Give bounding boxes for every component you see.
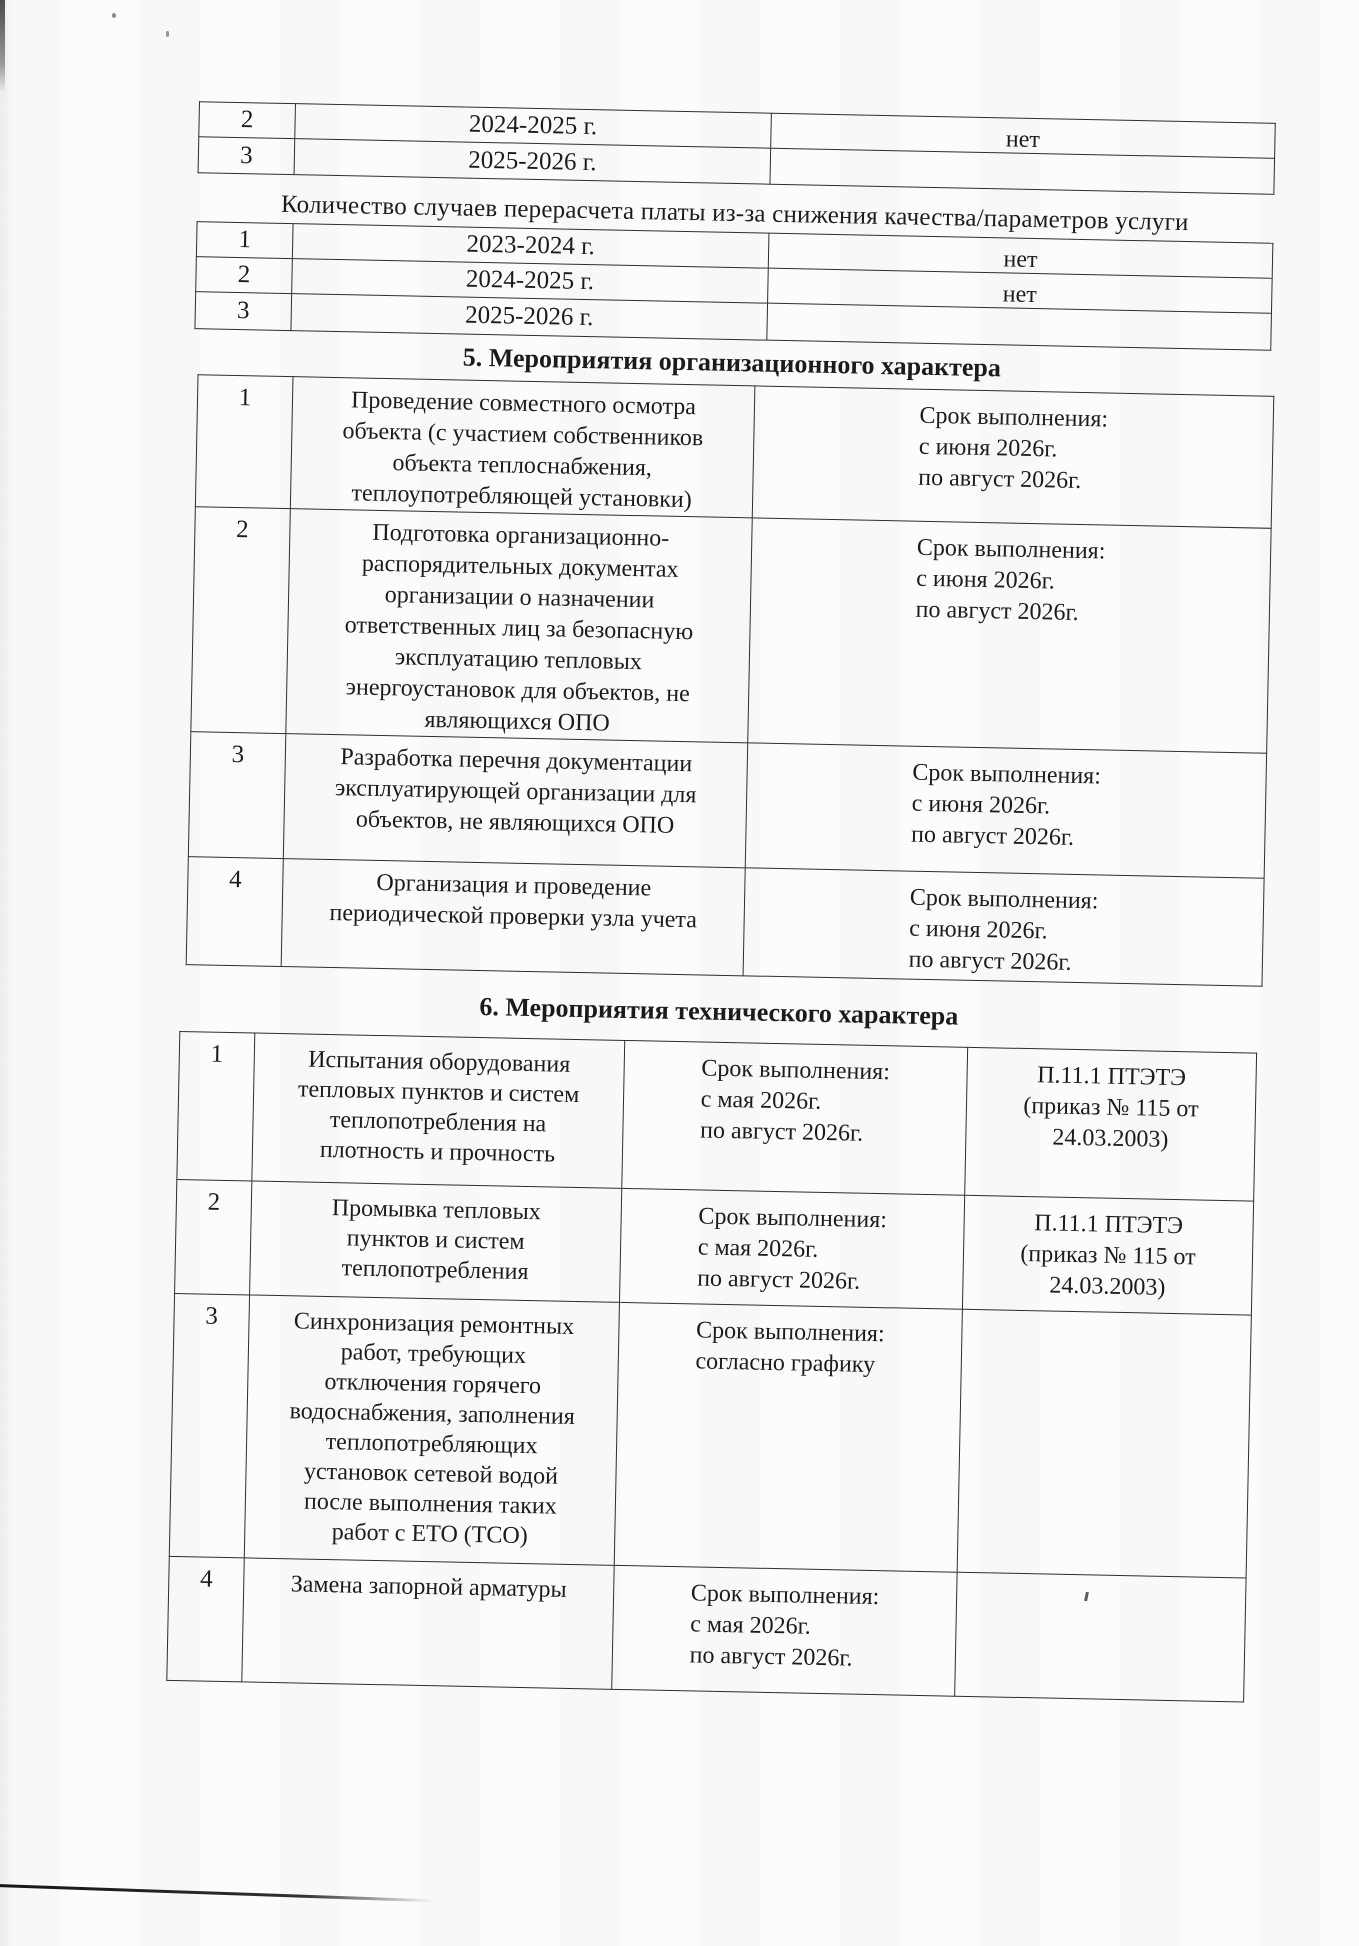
activity-cell: Промывка тепловых пунктов и систем теплопотребления	[250, 1181, 622, 1302]
term-cell	[622, 1040, 968, 1195]
table-row	[188, 732, 1266, 879]
table-row	[167, 1556, 1246, 1702]
previous-periods-table	[198, 101, 1276, 195]
scan-speck	[112, 13, 116, 18]
row-number-cell: 4	[186, 857, 283, 967]
table-row	[191, 507, 1271, 754]
count-cell: нет	[771, 113, 1276, 158]
row-number-cell: 3	[188, 732, 285, 859]
scan-edge-artifact	[0, 0, 5, 92]
term-text: Срок выполнения: согласно графику	[695, 1317, 885, 1379]
term-cell	[748, 518, 1271, 753]
activity-cell: Замена запорной арматуры	[242, 1558, 614, 1689]
legal-basis-cell: П.11.1 ПТЭТЭ (приказ № 115 от 24.03.2003)	[962, 1195, 1253, 1315]
scan-speck	[166, 31, 169, 37]
term-text: Срок выполнения: с июня 2026г. по август 2026г.	[910, 759, 1102, 851]
recalc-table-title: Количество случаев перерасчета платы из-за снижения качества/параметров услуги	[280, 190, 1189, 237]
row-number-cell: 2	[191, 507, 290, 734]
row-number-cell: 3	[169, 1293, 249, 1557]
row-number-cell: 2	[199, 102, 296, 139]
term-cell	[614, 1302, 962, 1572]
legal-basis-cell	[955, 1572, 1246, 1702]
term-cell	[612, 1565, 957, 1696]
legal-basis-cell	[957, 1309, 1251, 1578]
table-row	[175, 1179, 1254, 1315]
table-row	[186, 857, 1264, 987]
organizational-activities-table	[186, 374, 1275, 986]
section-5-title: 5. Мероприятия организационного характера	[462, 342, 1002, 383]
term-cell	[752, 386, 1274, 528]
activity-cell: Организация и проведение периодической проверки узла учета	[281, 859, 745, 976]
term-text: Срок выполнения: с мая 2026г. по август 2026г.	[699, 1055, 891, 1147]
activity-cell: Проведение совместного осмотра объекта (с участием собственников объекта теплоснабжения, теплоупотребляющей установки)	[290, 377, 755, 518]
term-text: Срок выполнения: с мая 2026г. по август 2026г.	[689, 1580, 880, 1672]
term-text: Срок выполнения: с июня 2026г. по август 2026г.	[918, 402, 1109, 494]
table-row	[177, 1032, 1257, 1202]
period-cell: 2023-2024 г.	[292, 224, 769, 269]
term-text: Срок выполнения: с июня 2026г. по август 2026г.	[908, 884, 1099, 976]
period-cell: 2024-2025 г.	[292, 259, 769, 304]
table-row	[195, 375, 1273, 529]
activity-cell: Подготовка организационно- распорядительных документах организации о назначении ответственных лиц за безопасную эксплуатацию тепловых энергоустановок для объектов, не являющихся ОПО	[286, 509, 752, 743]
legal-basis-cell: П.11.1 ПТЭТЭ (приказ № 115 от 24.03.2003)	[965, 1047, 1257, 1201]
activity-cell: Синхронизация ремонтных работ, требующих отключения горячего водоснабжения, заполнения теплопотребляющих установок сетевой водой после выполнения таких работ с ЕТО (ТСО)	[244, 1295, 619, 1565]
term-text: Срок выполнения: с мая 2026г. по август 2026г.	[696, 1203, 888, 1295]
term-cell	[743, 868, 1264, 986]
row-number-cell: 4	[167, 1556, 244, 1681]
term-cell	[745, 743, 1266, 878]
term-cell	[619, 1188, 964, 1309]
period-cell: 2024-2025 г.	[295, 104, 772, 149]
row-number-cell: 1	[195, 375, 293, 509]
count-cell: нет	[768, 268, 1273, 313]
row-number-cell: 3	[198, 137, 295, 175]
activity-cell: Разработка перечня документации эксплуатирующей организации для объектов, не являющихся ОПО	[283, 734, 747, 868]
count-cell: нет	[768, 233, 1273, 278]
section-6-title: 6. Мероприятия технического характера	[479, 992, 959, 1031]
row-number-cell: 2	[196, 257, 293, 294]
activity-cell: Испытания оборудования тепловых пунктов и систем теплопотребления на плотность и прочность	[252, 1033, 625, 1188]
table-row	[169, 1293, 1251, 1578]
row-number-cell: 2	[175, 1179, 252, 1294]
recalculation-table	[194, 221, 1273, 351]
row-number-cell: 1	[196, 222, 293, 259]
term-text: Срок выполнения: с июня 2026г. по август 2026г.	[915, 534, 1106, 626]
row-number-cell: 3	[195, 292, 292, 331]
row-number-cell: 1	[177, 1032, 255, 1181]
period-cell: 2025-2026 г.	[294, 139, 771, 185]
period-cell: 2025-2026 г.	[291, 294, 768, 341]
technical-activities-table	[166, 1031, 1257, 1703]
